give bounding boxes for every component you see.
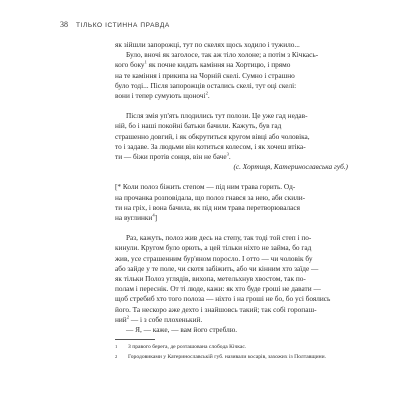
body-text <box>115 40 348 335</box>
footnote-mark[interactable]: 2 <box>205 90 208 96</box>
text-line: було тоді... Після запорожців остались скелі, тут оці скелі: <box>115 80 297 90</box>
text-line: ний$^2$ — і з собе плохенький. <box>115 314 203 324</box>
text-line: [* Коли полоз біжить степом — під ним трава горить. Од- <box>115 182 296 192</box>
text-line: полам і переснік. От ті люде, кажи: як хто буде гроші не давати — <box>115 284 321 294</box>
source-note: (с. Хортиця, Катеринославська губ.) <box>233 162 348 172</box>
text-line: кинули. Кругом було орють, а цей тільки ніхто не займа, бо гад <box>115 243 312 253</box>
text-line: на прочанка розповідала, що полоз гнався за нею, аби скили- <box>115 192 306 202</box>
footnote-text: Городовиками у Катеринославській губ. називали косарів, захожих із Полтавщини. <box>128 354 327 361</box>
text-line: на вуглинки$^4$] <box>115 212 158 223</box>
text-line: то і задаве. За людьми він котиться колесом, і як хочеш втіка- <box>115 141 306 151</box>
footnote-divider <box>115 339 155 340</box>
footnote-mark[interactable]: 2 <box>126 314 130 320</box>
text-line: кого боку$^1$ як почне кидать каміння на Хортицю, і прямо <box>115 59 291 70</box>
footnote-number: 2 <box>115 354 118 360</box>
text-line: ти на гріх, і вона бачила, як під ним трава перетворювалася <box>115 202 300 212</box>
text-line: Раз, кажуть, полоз жив десь на степу, так тоді той степ і по- <box>126 233 312 243</box>
running-header <box>60 20 170 29</box>
footnote-number: 1 <box>115 344 118 349</box>
text-line: жив, усе страшенним бур'яном поросло. І отто — чи чоловік бу <box>115 253 313 263</box>
text-line: його. Та нескоро аже дехто і знайшовсь такий; так собі горопаш- <box>115 304 317 314</box>
running-title: ТІЛЬКО ІСТИННА ПРАВДА <box>76 22 170 29</box>
text-line: Було, вночі як заголосе, так аж тіло холоне; а потім з Кічкась- <box>126 50 319 60</box>
page-number: 38 <box>60 20 68 29</box>
text-line: як зійшли запорожці, тут по скелях щось ходило і тужило... <box>115 40 300 49</box>
text-line: щоб стребиб хто того полоза — ніхто і на гроші не бо, бо усі боялись <box>115 294 331 304</box>
text-line: ній, бо і наші покойні батьки бачили. Кажуть, був гад <box>115 121 282 131</box>
footnote-text: З правого берега, де розташована слобода Кічкас. <box>128 344 247 350</box>
text-line: або зайде у те поле, чи скотя забіжить, або чи кінним хто заїде — <box>115 263 319 273</box>
text-line: на те каміння і прикипа на Чорній скелі. Сумно і страшно <box>115 70 295 80</box>
footnote-item <box>115 354 348 361</box>
text-line: ти — біжи протів сонця, він не баче$^3$. <box>115 151 231 162</box>
footnote-mark[interactable]: 3 <box>226 151 229 157</box>
footnotes <box>115 344 348 365</box>
footnote-mark[interactable]: 1 <box>144 59 147 65</box>
text-line: — Я, — каже, — вам його стреблю. <box>126 325 238 335</box>
text-line: страшенно довгий, і як обкрутиться кругом вівці або чоловіка, <box>115 131 310 141</box>
footnote-mark[interactable]: 4 <box>152 212 155 218</box>
text-line: вони і тепер сумують щоночі$^2$. <box>115 90 210 101</box>
text-line: як тільки Полоз углядів, вихопа, метельхнув хвостом, так по- <box>115 274 306 284</box>
text-line: Після змія уп'ять плодились тут полози. Це уже гад недав- <box>126 111 308 121</box>
footnote-item <box>115 344 348 351</box>
